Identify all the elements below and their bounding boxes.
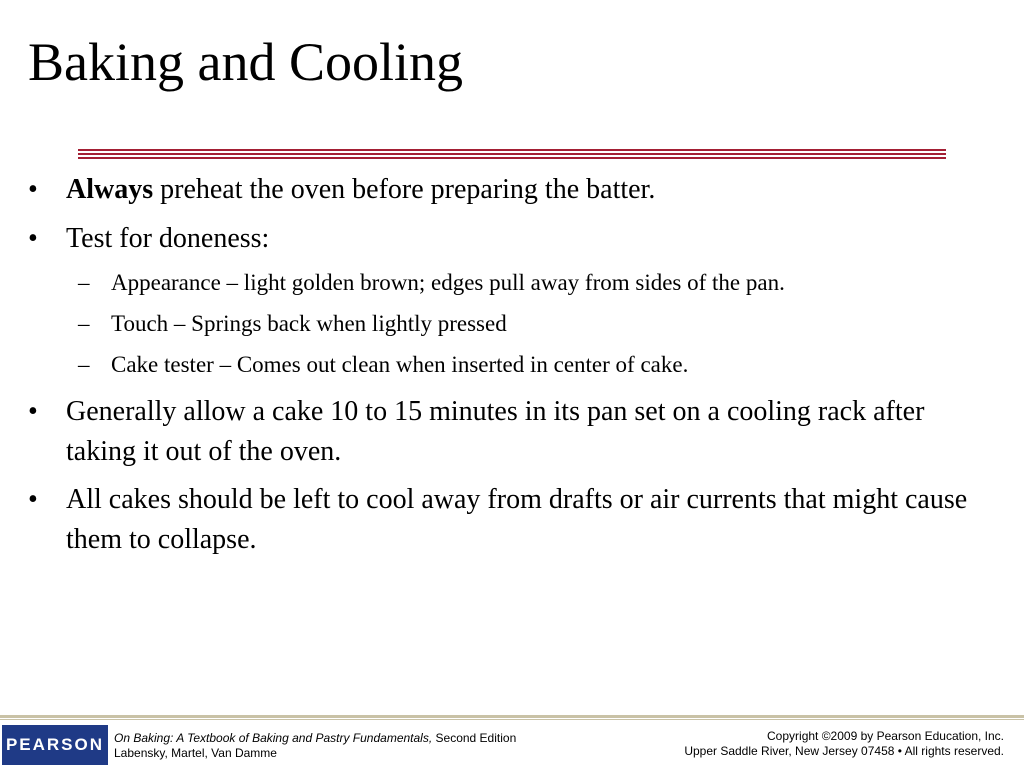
book-authors: Labensky, Martel, Van Damme xyxy=(114,746,277,760)
bullet-marker: • xyxy=(28,223,38,254)
footer-rule xyxy=(0,719,1024,720)
book-citation xyxy=(114,731,516,761)
bullet-text: Generally allow a cake 10 to 15 minutes in its pan set on a cooling rack after taking it out of the oven. xyxy=(66,396,925,467)
sub-bullet-text: Touch – Springs back when lightly pressed xyxy=(111,311,507,336)
bullet-text: preheat the oven before preparing the batter. xyxy=(153,174,656,205)
sub-bullet-text: Cake tester – Comes out clean when inserted in center of cake. xyxy=(111,352,689,377)
copyright-notice xyxy=(684,729,1004,759)
footer-rule xyxy=(0,715,1024,718)
publisher-address: Upper Saddle River, New Jersey 07458 • All rights reserved. xyxy=(684,744,1004,758)
pearson-logo: PEARSON xyxy=(2,725,108,765)
sub-bullet-marker: – xyxy=(78,311,90,336)
bullet-item xyxy=(28,392,1001,472)
bullet-item xyxy=(28,219,1001,259)
divider-line xyxy=(78,153,946,155)
sub-bullet-item xyxy=(78,308,991,340)
divider-line xyxy=(78,149,946,151)
bullet-text: All cakes should be left to cool away from drafts or air currents that might cause them to collapse. xyxy=(66,484,968,555)
sub-bullet-marker: – xyxy=(78,352,90,377)
sub-bullet-text: Appearance – light golden brown; edges pull away from sides of the pan. xyxy=(111,270,785,295)
book-edition: Second Edition xyxy=(432,731,517,745)
sub-bullet-item xyxy=(78,267,991,299)
bullet-item xyxy=(28,480,1001,560)
sub-bullet-marker: – xyxy=(78,270,90,295)
bullet-marker: • xyxy=(28,174,38,205)
sub-bullet-item xyxy=(78,349,991,381)
copyright-text: Copyright ©2009 by Pearson Education, Inc. xyxy=(767,729,1004,743)
slide-title: Baking and Cooling xyxy=(28,32,463,92)
bullet-marker: • xyxy=(28,396,38,427)
bullet-item xyxy=(28,170,1001,210)
bullet-text: Test for doneness: xyxy=(66,223,270,254)
bullet-emphasis: Always xyxy=(66,174,154,205)
book-title: On Baking: A Textbook of Baking and Pastry Fundamentals, xyxy=(114,731,433,745)
divider-line xyxy=(78,157,946,159)
bullet-marker: • xyxy=(28,484,38,515)
